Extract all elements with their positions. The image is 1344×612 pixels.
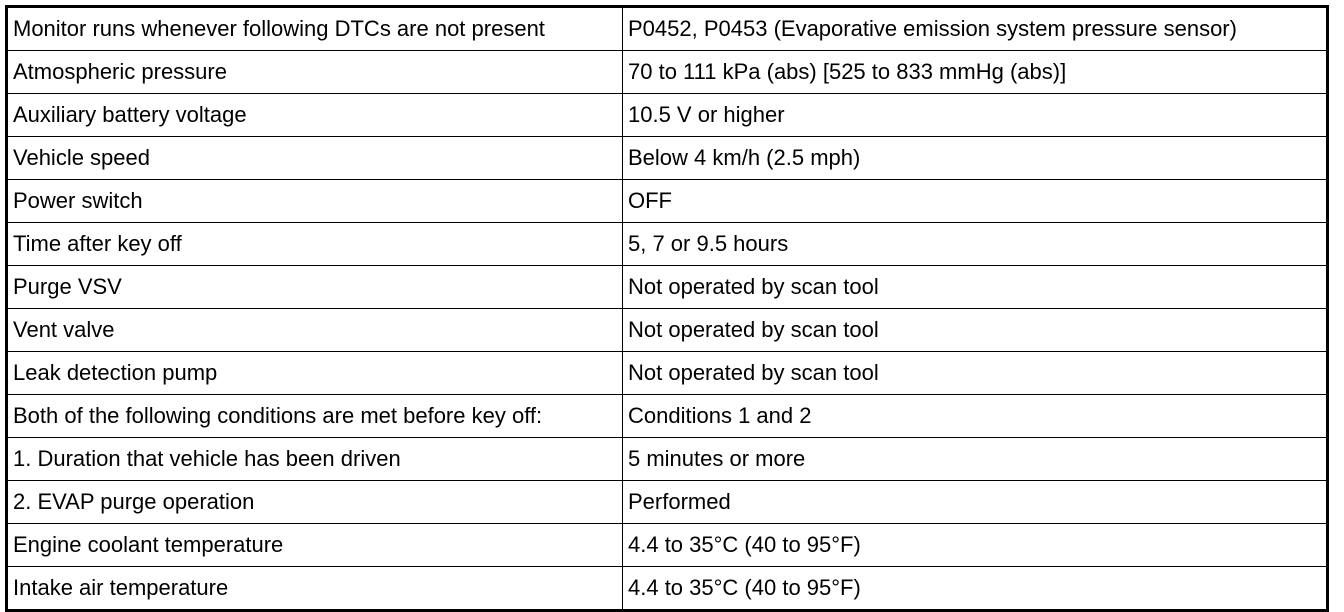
condition-value: 70 to 111 kPa (abs) [525 to 833 mmHg (abs)] (623, 51, 1328, 94)
condition-value: 5, 7 or 9.5 hours (623, 223, 1328, 266)
condition-item: 2. EVAP purge operation (7, 481, 623, 524)
condition-item: Engine coolant temperature (7, 524, 623, 567)
condition-value: Not operated by scan tool (623, 309, 1328, 352)
table-row (7, 481, 1328, 524)
condition-value: Conditions 1 and 2 (623, 395, 1328, 438)
condition-value: Below 4 km/h (2.5 mph) (623, 137, 1328, 180)
condition-item: Auxiliary battery voltage (7, 94, 623, 137)
condition-value: 10.5 V or higher (623, 94, 1328, 137)
table-row (7, 7, 1328, 51)
condition-value: Not operated by scan tool (623, 266, 1328, 309)
condition-item: Both of the following conditions are met before key off: (7, 395, 623, 438)
table-row (7, 94, 1328, 137)
table-row (7, 309, 1328, 352)
table-row (7, 137, 1328, 180)
condition-item: 1. Duration that vehicle has been driven (7, 438, 623, 481)
table-row (7, 352, 1328, 395)
condition-value: 4.4 to 35°C (40 to 95°F) (623, 524, 1328, 567)
conditions-table (5, 5, 1329, 612)
table-row (7, 395, 1328, 438)
condition-value: P0452, P0453 (Evaporative emission system pressure sensor) (623, 7, 1328, 51)
condition-item: Vehicle speed (7, 137, 623, 180)
condition-item: Intake air temperature (7, 567, 623, 611)
condition-value: 4.4 to 35°C (40 to 95°F) (623, 567, 1328, 611)
condition-item: Leak detection pump (7, 352, 623, 395)
table-row (7, 180, 1328, 223)
condition-item: Monitor runs whenever following DTCs are not present (7, 7, 623, 51)
condition-item: Atmospheric pressure (7, 51, 623, 94)
condition-item: Power switch (7, 180, 623, 223)
condition-item: Time after key off (7, 223, 623, 266)
table-row (7, 51, 1328, 94)
table-row (7, 567, 1328, 611)
condition-value: 5 minutes or more (623, 438, 1328, 481)
condition-item: Purge VSV (7, 266, 623, 309)
condition-item: Vent valve (7, 309, 623, 352)
table-row (7, 438, 1328, 481)
condition-value: Not operated by scan tool (623, 352, 1328, 395)
table-row (7, 223, 1328, 266)
table-row (7, 266, 1328, 309)
conditions-table-body (7, 7, 1328, 611)
condition-value: OFF (623, 180, 1328, 223)
table-row (7, 524, 1328, 567)
condition-value: Performed (623, 481, 1328, 524)
